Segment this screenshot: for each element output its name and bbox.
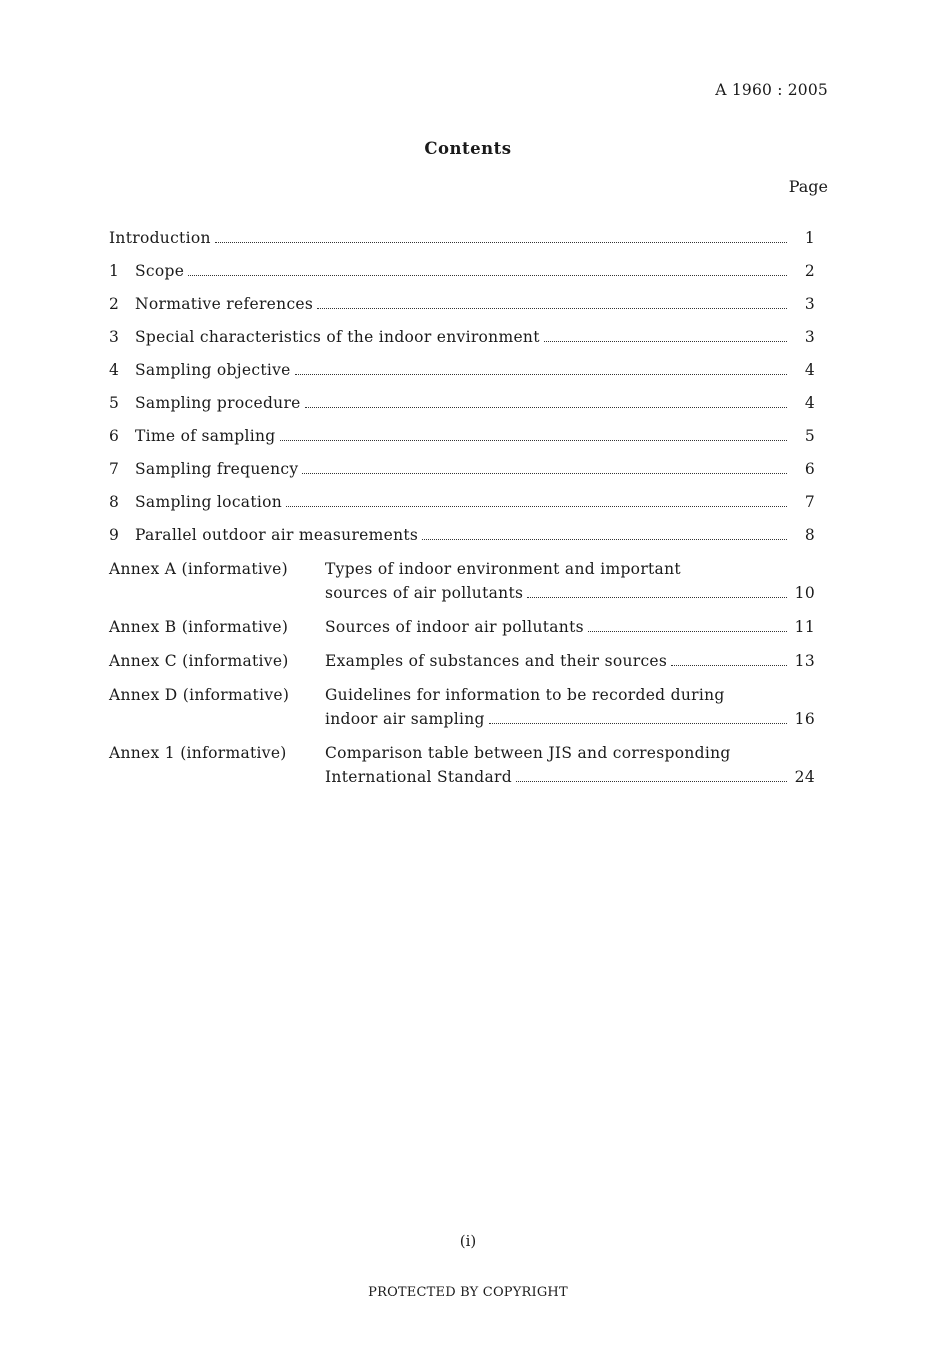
copyright-footer: PROTECTED BY COPYRIGHT (368, 1285, 568, 1300)
toc-entry-page: 3 (804, 295, 815, 313)
toc-entry-number: 9 (109, 526, 120, 544)
toc-entry-label: Sampling procedure (135, 394, 301, 412)
dot-leader (302, 473, 787, 474)
toc-entry-sampling-location[interactable] (109, 491, 815, 524)
toc-entry-sampling-procedure[interactable] (109, 392, 815, 425)
toc-entry-page: 16 (794, 710, 815, 728)
dot-leader (317, 308, 787, 309)
table-of-contents (109, 227, 815, 799)
toc-entry-number: 7 (109, 460, 120, 478)
toc-entry-sampling-objective[interactable] (109, 359, 815, 392)
annex-title-line: Guidelines for information to be recorded during (325, 686, 725, 704)
toc-entry-number: 3 (109, 328, 120, 346)
dot-leader (671, 665, 787, 666)
dot-leader (544, 341, 787, 342)
page-column-label: Page (788, 177, 828, 196)
dot-leader (422, 539, 787, 540)
toc-entry-page: 7 (804, 493, 815, 511)
toc-entry-page: 24 (794, 768, 815, 786)
dot-leader (286, 506, 787, 507)
toc-entry-introduction[interactable] (109, 227, 815, 260)
annex-label: Annex A (informative) (109, 560, 288, 578)
document-id: A 1960 : 2005 (715, 81, 828, 99)
annex-title-line: Examples of substances and their sources (325, 652, 668, 670)
page-title: Contents (424, 139, 512, 158)
toc-entry-page: 3 (804, 328, 815, 346)
toc-annex-1[interactable] (109, 741, 815, 789)
toc-entry-page: 10 (794, 584, 815, 602)
toc-entry-page: 2 (804, 262, 815, 280)
toc-entry-page: 4 (804, 394, 815, 412)
annex-label: Annex C (informative) (109, 652, 289, 670)
annex-label: Annex B (informative) (109, 618, 289, 636)
toc-entry-scope[interactable] (109, 260, 815, 293)
toc-entry-label: Special characteristics of the indoor environment (135, 328, 540, 346)
toc-entry-page: 11 (794, 618, 815, 636)
toc-entry-label: Sampling location (135, 493, 283, 511)
annex-title-line: International Standard (325, 768, 512, 786)
toc-entry-special-characteristics[interactable] (109, 326, 815, 359)
toc-entry-sampling-frequency[interactable] (109, 458, 815, 491)
toc-annex-a[interactable] (109, 557, 815, 605)
dot-leader (489, 723, 787, 724)
annex-title-line: Types of indoor environment and important (325, 560, 681, 578)
annex-label: Annex D (informative) (109, 686, 290, 704)
toc-entry-label: Sampling frequency (135, 460, 299, 478)
toc-entry-number: 6 (109, 427, 120, 445)
toc-entry-page: 1 (804, 229, 815, 247)
toc-entry-label: Normative references (135, 295, 314, 313)
toc-entry-time-of-sampling[interactable] (109, 425, 815, 458)
page-number: (i) (459, 1232, 477, 1250)
toc-entry-label: Parallel outdoor air measurements (135, 526, 419, 544)
annex-label: Annex 1 (informative) (109, 744, 287, 762)
dot-leader (527, 597, 787, 598)
annex-title-line: Comparison table between JIS and corresponding (325, 744, 731, 762)
annex-title-line: Sources of indoor air pollutants (325, 618, 584, 636)
annex-title-line: sources of air pollutants (325, 584, 524, 602)
dot-leader (516, 781, 787, 782)
toc-entry-parallel-outdoor[interactable] (109, 524, 815, 557)
toc-entry-number: 5 (109, 394, 120, 412)
dot-leader (305, 407, 787, 408)
toc-entry-page: 5 (804, 427, 815, 445)
toc-annex-b[interactable] (109, 615, 815, 639)
toc-entry-number: 2 (109, 295, 120, 313)
toc-entry-page: 8 (804, 526, 815, 544)
toc-entry-number: 4 (109, 361, 120, 379)
annex-title-line: indoor air sampling (325, 710, 485, 728)
toc-entry-label: Time of sampling (135, 427, 276, 445)
toc-entry-number: 1 (109, 262, 120, 280)
dot-leader (188, 275, 787, 276)
toc-annex-d[interactable] (109, 683, 815, 731)
toc-entry-normative-references[interactable] (109, 293, 815, 326)
toc-entry-page: 13 (794, 652, 815, 670)
toc-entry-label: Scope (135, 262, 185, 280)
toc-annex-c[interactable] (109, 649, 815, 673)
dot-leader (215, 242, 787, 243)
toc-entry-page: 6 (804, 460, 815, 478)
dot-leader (280, 440, 787, 441)
toc-entry-page: 4 (804, 361, 815, 379)
dot-leader (588, 631, 787, 632)
toc-entry-number: 8 (109, 493, 120, 511)
toc-entry-label: Introduction (109, 229, 211, 247)
toc-entry-label: Sampling objective (135, 361, 291, 379)
dot-leader (295, 374, 787, 375)
